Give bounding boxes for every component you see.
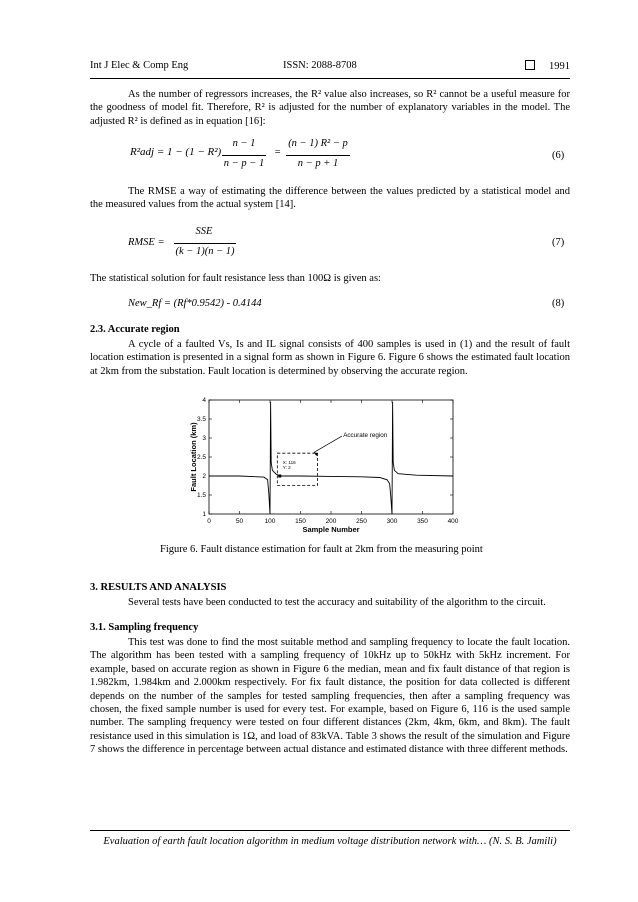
datatip-marker	[278, 475, 281, 478]
page-number: 1991	[549, 61, 570, 72]
y-tick-label: 3.5	[196, 416, 206, 424]
section-heading-2-3: 2.3. Accurate region	[90, 324, 180, 335]
paragraph-statistical-solution: The statistical solution for fault resistance less than 100Ω is given as:	[90, 273, 381, 284]
eq6-num2: (n − 1) R² − p	[288, 138, 348, 149]
x-axis-label: Sample Number	[302, 525, 360, 534]
y-tick-label: 4	[202, 397, 206, 405]
eq8-text: New_Rf = (Rf*0.9542) - 0.4144	[128, 298, 262, 309]
eq6-equals: =	[274, 147, 282, 158]
eq7-lhs: RMSE =	[128, 237, 165, 248]
datatip-x: X: 116	[282, 459, 296, 465]
y-tick-label: 1.5	[196, 492, 206, 500]
footer-rule	[90, 830, 570, 831]
paragraph-results-intro: Several tests have been conducted to test the accuracy and suitability of the algorithm to the circuit.	[128, 597, 546, 608]
y-tick-label: 2.5	[196, 454, 206, 462]
eq7-den: (k − 1)(n − 1)	[175, 246, 235, 257]
datatip-y: Y: 2	[282, 465, 291, 471]
section-heading-3: 3. RESULTS AND ANALYSIS	[90, 582, 227, 593]
paragraph-r2-intro: As the number of regressors increases, the R² value also increases, so R² cannot be a useful measure for the goodness of model fit. Therefore, R² is adjusted for the number of explanatory variables in the model. The adjusted R² is defined as in equation [16]:	[90, 89, 570, 127]
figure-6-caption: Figure 6. Fault distance estimation for fault at 2km from the measuring point	[160, 544, 483, 555]
section-heading-3-1: 3.1. Sampling frequency	[90, 622, 199, 633]
y-tick-label: 1	[202, 511, 206, 519]
x-tick-label: 350	[417, 518, 428, 525]
eq6-den2: n − p + 1	[297, 158, 339, 169]
eq6-den1: n − p − 1	[223, 158, 265, 169]
eq6-num1: n − 1	[232, 138, 256, 149]
chart-plot	[189, 397, 459, 534]
plot-frame	[209, 400, 453, 514]
issn: ISSN: 2088-8708	[283, 60, 357, 71]
y-axis-label: Fault Location (km)	[189, 422, 198, 492]
x-tick-label: 300	[386, 518, 398, 525]
eq6-lhs: R²adj = 1 − (1 − R²)	[130, 146, 222, 158]
x-tick-label: 200	[325, 518, 337, 525]
journal-name: Int J Elec & Comp Eng	[90, 60, 189, 71]
header-rule	[90, 78, 570, 79]
y-tick-label: 3	[202, 435, 206, 443]
paragraph-rmse: The RMSE a way of estimating the difference between the values predicted by a statistical model and the measured values from the actual system [14].	[90, 186, 570, 211]
x-tick-label: 250	[356, 518, 367, 525]
x-tick-label: 50	[235, 518, 244, 525]
checkbox-icon	[525, 60, 535, 70]
page-footer: Evaluation of earth fault location algorithm in medium voltage distribution network with… (N. S. B. Jamili)	[103, 836, 557, 847]
x-tick-label: 400	[447, 518, 459, 525]
x-tick-label: 0	[207, 518, 211, 525]
annotation-label: Accurate region	[343, 432, 388, 440]
paragraph-sampling-frequency: This test was done to find the most suitable method and sampling frequency to locate the fault location. The algorithm has been tested with a sampling frequency of 10kHz up to 50kHz with 5kHz increment. For example, based on accurate region as shown in Figure 6 the median, mean and fix fault distance of that region is 1.982km, 1.984km and 2.000km respectively. For fix fault distance, the position for data collected is different depends on the number of the samples for tested sampling frequencies, then after a sampling frequency was chosen, the fixed sample number is used for every test. For example, based on Figure 6, 116 is the used sample number. The sampling frequency were tested on four different distances (2km, 4km, 6km, and 8km). The fault resistance used in this simulation is 1Ω, and load of 83kVA. Table 3 shows the result of the simulation and Figure 7 shows the difference in percentage between actual distance and estimated distance with three different methods.	[90, 637, 570, 756]
paragraph-accurate-region: A cycle of a faulted Vs, Is and IL signal consists of 400 samples is used in (1) and the result of fault location estimation is presented in a signal form as shown in Figure 6. Figure 6 shows the estimated fault location at 2km from the substation. Fault location is determined by observing the accurate region.	[90, 339, 570, 377]
eq6-number: (6)	[552, 150, 565, 161]
eq8-number: (8)	[552, 298, 565, 309]
x-tick-label: 100	[264, 518, 276, 525]
page-number-block	[525, 60, 570, 72]
eq7-number: (7)	[552, 237, 565, 248]
y-tick-label: 2	[202, 473, 206, 481]
page-header	[90, 60, 570, 76]
eq7-num: SSE	[195, 226, 213, 237]
x-tick-label: 150	[295, 518, 306, 525]
figure-6-chart	[186, 394, 466, 534]
